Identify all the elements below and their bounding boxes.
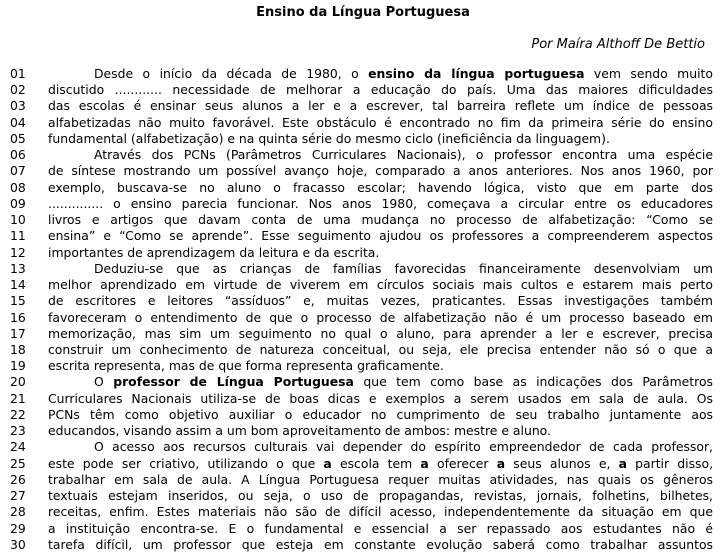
text-segment: de escritores e leitores “assíduos” e, muitas vezes, praticantes. Essas investigações também: [48, 293, 713, 309]
text-segment: que tem como base as indicações dos Parâmetros: [353, 374, 713, 390]
text-segment: fundamental (alfabetização) e na quinta série do mesmo ciclo (ineficiência da linguagem).: [48, 130, 610, 146]
text-line: [0, 407, 726, 423]
document-title: Ensino da Língua Portuguesa: [256, 5, 470, 20]
line-text: [48, 310, 713, 326]
line-number: 13: [10, 260, 26, 276]
text-line: [0, 98, 726, 114]
text-line: [0, 277, 726, 293]
text-line: [0, 521, 726, 537]
line-number: 29: [10, 520, 26, 536]
line-number: 11: [10, 228, 26, 244]
text-line: [0, 488, 726, 504]
line-text: [48, 521, 713, 537]
text-line: [0, 358, 726, 374]
line-text: [48, 277, 713, 293]
text-line: [0, 374, 726, 390]
text-line: [0, 310, 726, 326]
line-text: [48, 196, 713, 212]
text-segment: partir disso,: [626, 455, 714, 471]
text-segment: livros e artigos que davam conta de uma mudança no processo de alfabetização: “Como se: [48, 212, 713, 228]
bold-text-segment: a: [420, 455, 429, 471]
text-line: [0, 115, 726, 131]
line-text: [48, 472, 713, 488]
line-number: 10: [10, 212, 26, 228]
line-number: 25: [10, 455, 26, 471]
line-number: 02: [10, 82, 26, 98]
line-text: [48, 228, 713, 244]
line-number: 28: [10, 504, 26, 520]
line-text: [48, 326, 713, 342]
line-number: 17: [10, 325, 26, 341]
bold-text-segment: a: [323, 455, 332, 471]
text-segment: alfabetizadas não muito favorável. Este obstáculo é encontrado no fim da primeira série do ensino: [48, 114, 713, 130]
text-segment: memorização, mas sim um seguimento no qual o aluno, para aprender a ler e escrever, precisa: [48, 325, 713, 341]
line-text: [48, 147, 713, 163]
text-segment: melhor aprendizado em virtude de viverem em círculos sociais mais cultos e estarem mais perto: [48, 277, 713, 293]
line-text: [48, 115, 713, 131]
text-line: [0, 245, 726, 261]
text-line: [0, 537, 726, 553]
line-text: [48, 374, 713, 390]
text-segment: .............. o ensino parecia funcionar. Nos anos 1980, começava a circular entre os educadores: [48, 195, 713, 211]
line-number: 04: [10, 114, 26, 130]
line-number: 06: [10, 147, 26, 163]
text-segment: O: [94, 374, 114, 390]
text-segment: seus alunos e,: [505, 455, 619, 471]
line-text: [48, 423, 713, 439]
line-text: [48, 358, 713, 374]
text-segment: receitas, enfim. Estes materiais não são de difícil acesso, independentemente da situação em que: [48, 504, 713, 520]
numbered-text-body: [0, 66, 726, 553]
bold-text-segment: a: [496, 455, 506, 471]
line-number: 14: [10, 277, 26, 293]
text-segment: PCNs têm como objetivo auxiliar o educador no cumprimento de seu trabalho juntamente aos: [48, 406, 713, 422]
text-segment: este pode ser criativo, utilizando o que: [48, 455, 324, 471]
line-text: [48, 488, 713, 504]
text-segment: construir um conhecimento de natureza conceitual, ou seja, ele precisa entender não só o que a: [48, 341, 713, 357]
text-line: [0, 342, 726, 358]
text-line: [0, 456, 726, 472]
line-number: 16: [10, 309, 26, 325]
text-line: [0, 180, 726, 196]
line-text: [48, 456, 713, 472]
text-segment: trabalhar em sala de aula. A Língua Portuguesa requer muitas atividades, nas quais os gêneros: [48, 471, 713, 487]
text-segment: tarefa difícil, um professor que esteja em constante evolução saberá como trabalhar assuntos: [48, 536, 713, 552]
line-text: [48, 439, 713, 455]
line-number: 01: [10, 66, 26, 81]
text-segment: ensina” e “Como se aprende”. Esse seguimento ajudou os professores a compreenderem aspectos: [48, 228, 713, 244]
text-segment: escrita representa, mas de que forma representa graficamente.: [48, 358, 444, 374]
text-line: [0, 82, 726, 98]
line-number: 19: [10, 358, 26, 374]
text-segment: exemplo, buscava-se no aluno o fracasso escolar; havendo lógica, visto que em parte dos: [48, 179, 713, 195]
text-segment: escola tem: [331, 455, 421, 471]
text-line: [0, 391, 726, 407]
text-segment: a instituição encontra-se. E o fundamental e essencial a ser repassado aos estudantes não é: [48, 520, 713, 536]
line-number: 21: [10, 390, 26, 406]
line-text: [48, 212, 713, 228]
line-number: 30: [10, 536, 26, 552]
text-segment: das escolas é ensinar seus alunos a ler e a escrever, tal barreira reflete um índice de pessoas: [48, 98, 713, 114]
line-number: 24: [10, 439, 26, 455]
text-line: [0, 228, 726, 244]
line-number: 09: [10, 195, 26, 211]
text-line: [0, 293, 726, 309]
text-segment: Deduziu-se que as crianças de famílias favorecidas financeiramente desenvolviam um: [94, 260, 713, 276]
text-line: [0, 66, 726, 82]
text-segment: textuais estejam inseridos, ou seja, o uso de propagandas, revistas, jornais, folhetins, bilhetes,: [48, 488, 713, 504]
line-number: 05: [10, 130, 26, 146]
line-text: [48, 131, 713, 147]
text-line: [0, 196, 726, 212]
text-line: [0, 504, 726, 520]
line-text: [48, 98, 713, 114]
line-text: [48, 180, 713, 196]
text-line: [0, 147, 726, 163]
line-number: 26: [10, 471, 26, 487]
text-segment: Desde o início da década de 1980, o: [94, 66, 369, 81]
text-segment: Através dos PCNs (Parâmetros Curriculares Nacionais), o professor encontra uma espécie: [94, 147, 713, 163]
text-segment: favoreceram o entendimento de que o processo de alfabetização não é um processo baseado em: [48, 309, 713, 325]
text-line: [0, 163, 726, 179]
text-segment: Curriculares Nacionais utiliza-se de boas dicas e exemplos a serem usados em sala de aula. Os: [48, 390, 713, 406]
document-author: Por Maíra Althoff De Bettio: [531, 37, 705, 52]
line-text: [48, 391, 713, 407]
line-text: [48, 66, 713, 82]
line-number: 22: [10, 406, 26, 422]
text-segment: de síntese mostrando um possível avanço hoje, comparado a anos anteriores. Nos anos 1960, por: [48, 163, 713, 179]
line-text: [48, 261, 713, 277]
line-number: 23: [10, 423, 26, 439]
line-number: 18: [10, 341, 26, 357]
text-line: [0, 131, 726, 147]
line-text: [48, 293, 713, 309]
line-text: [48, 504, 713, 520]
line-number: 20: [10, 374, 26, 390]
text-line: [0, 212, 726, 228]
text-line: [0, 423, 726, 439]
text-segment: vem sendo muito: [584, 66, 713, 81]
bold-text-segment: a: [618, 455, 627, 471]
line-number: 07: [10, 163, 26, 179]
text-line: [0, 261, 726, 277]
text-line: [0, 326, 726, 342]
line-text: [48, 245, 713, 261]
text-segment: discutido ............ necessidade de melhorar a educação do país. Uma das maiores dificuldades: [48, 82, 713, 98]
line-text: [48, 82, 713, 98]
line-number: 12: [10, 244, 26, 260]
text-segment: educandos, visando assim a um bom aproveitamento de ambos: mestre e aluno.: [48, 423, 551, 439]
line-number: 27: [10, 488, 26, 504]
text-line: [0, 472, 726, 488]
line-text: [48, 163, 713, 179]
text-segment: oferecer: [428, 455, 497, 471]
line-text: [48, 537, 713, 553]
line-number: 15: [10, 293, 26, 309]
line-number: 03: [10, 98, 26, 114]
text-segment: O acesso aos recursos culturais vai depender do espírito empreendedor de cada professor,: [94, 439, 713, 455]
bold-text-segment: ensino da língua portuguesa: [368, 66, 585, 81]
line-number: 08: [10, 179, 26, 195]
text-line: [0, 439, 726, 455]
line-text: [48, 407, 713, 423]
line-text: [48, 342, 713, 358]
bold-text-segment: professor de Língua Portuguesa: [113, 374, 354, 390]
text-segment: importantes de aprendizagem da leitura e da escrita.: [48, 244, 380, 260]
